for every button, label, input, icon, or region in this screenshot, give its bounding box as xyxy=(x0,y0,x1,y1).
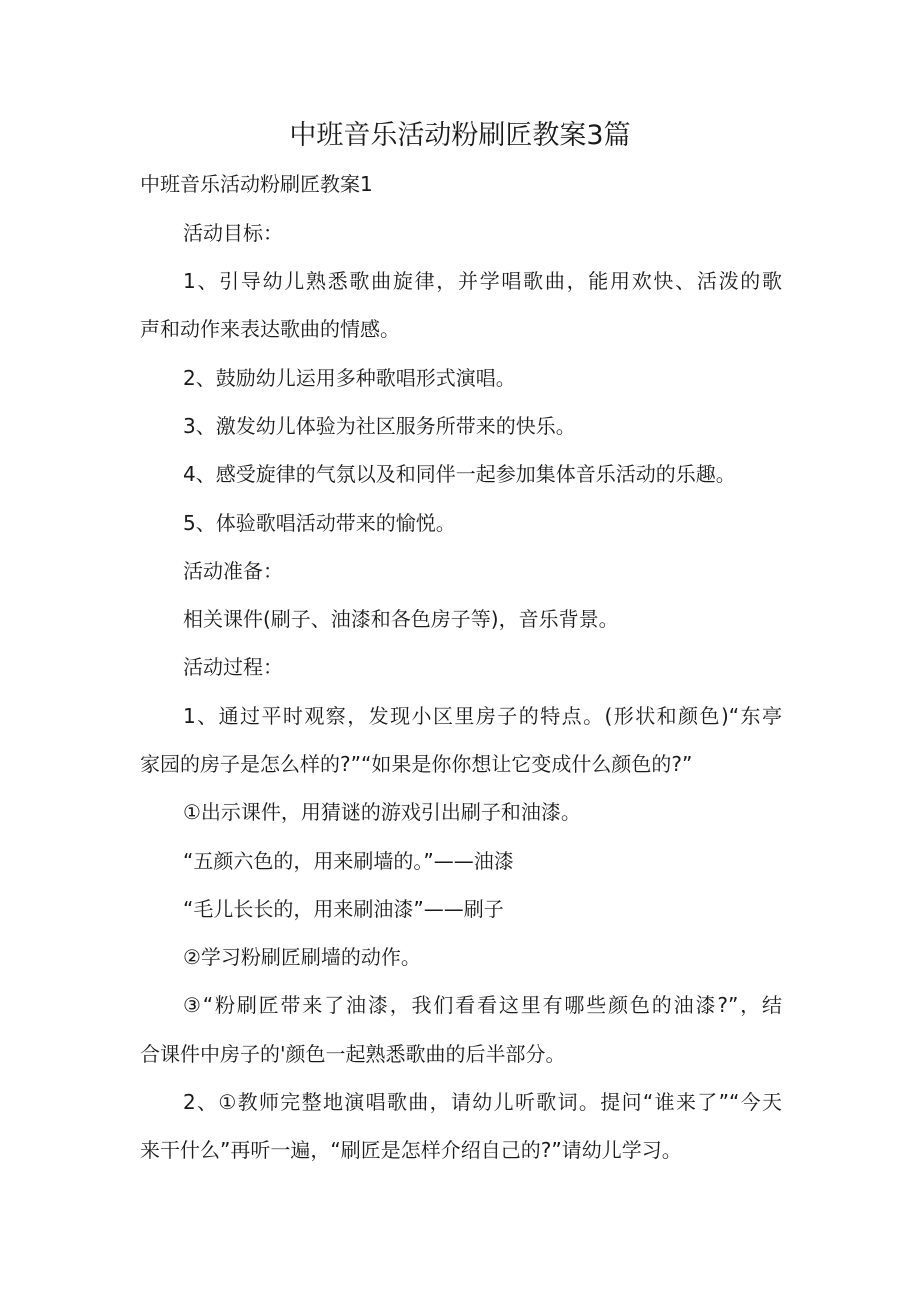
paragraph-line: ②学习粉刷匠刷墙的动作。 xyxy=(183,945,421,969)
paragraph-line: 声和动作来表达歌曲的情感。 xyxy=(140,317,400,341)
paragraph-line: 活动目标： xyxy=(183,221,283,245)
paragraph-line: ③“粉刷匠带来了油漆，我们看看这里有哪些颜色的油漆?”，结 xyxy=(183,993,782,1017)
document-title: 中班音乐活动粉刷匠教案3篇 xyxy=(289,120,631,151)
paragraph-line: 4、感受旋律的气氛以及和同伴一起参加集体音乐活动的乐趣。 xyxy=(183,462,736,486)
paragraph-line: 3、激发幼儿体验为社区服务所带来的快乐。 xyxy=(183,414,576,438)
paragraph-line: 1、引导幼儿熟悉歌曲旋律，并学唱歌曲，能用欢快、活泼的歌 xyxy=(183,269,782,293)
section-heading: 中班音乐活动粉刷匠教案1 xyxy=(140,172,373,196)
paragraph-line: “毛儿长长的，用来刷油漆”——刷子 xyxy=(183,897,504,921)
paragraph-line: 活动准备： xyxy=(183,559,283,583)
paragraph-line: 活动过程： xyxy=(183,655,283,679)
paragraph-line: 2、鼓励幼儿运用多种歌唱形式演唱。 xyxy=(183,366,516,390)
paragraph-line: 相关课件(刷子、油漆和各色房子等)，音乐背景。 xyxy=(183,607,619,631)
paragraph-line: 合课件中房子的'颜色一起熟悉歌曲的后半部分。 xyxy=(140,1042,566,1066)
paragraph-line: “五颜六色的，用来刷墙的。”——油漆 xyxy=(183,849,514,873)
paragraph-line: 2、①教师完整地演唱歌曲，请幼儿听歌词。提问“谁来了”“今天 xyxy=(183,1090,782,1114)
paragraph-line: 1、通过平时观察，发现小区里房子的特点。(形状和颜色)“东亭 xyxy=(183,704,782,728)
paragraph-line: ①出示课件，用猜谜的游戏引出刷子和油漆。 xyxy=(183,800,581,824)
paragraph-line: 来干什么”再听一遍，“刷匠是怎样介绍自己的?”请幼儿学习。 xyxy=(140,1138,682,1162)
paragraph-line: 5、体验歌唱活动带来的愉悦。 xyxy=(183,511,456,535)
paragraph-line: 家园的房子是怎么样的?”“如果是你你想让它变成什么颜色的?” xyxy=(140,752,693,776)
